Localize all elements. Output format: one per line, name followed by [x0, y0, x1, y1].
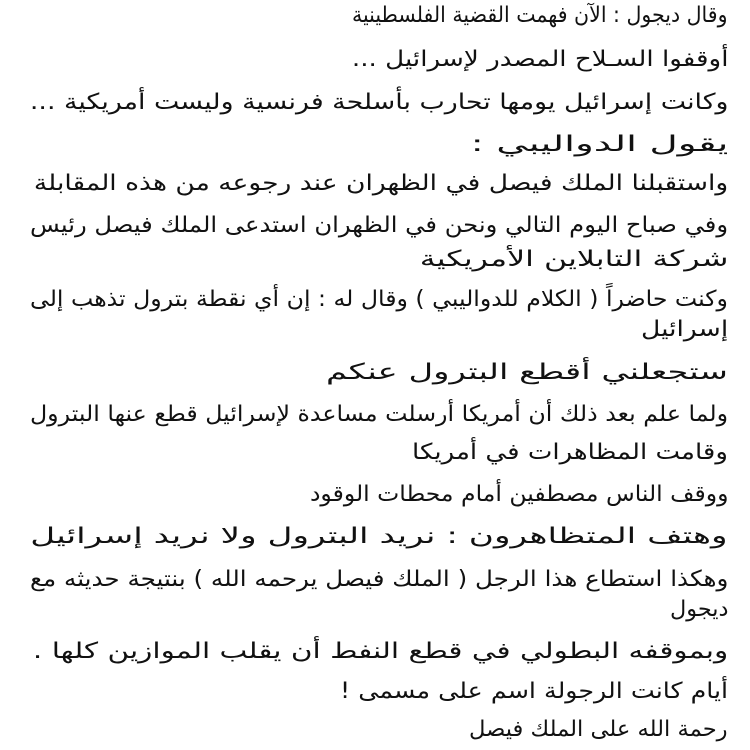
text-line-15: وهكذا استطاع هذا الرجل ( الملك فيصل يرحمه الله ) بنتيجة حديثه مع: [29, 567, 728, 592]
text-line-7: شركة التابلاين الأمريكية: [419, 247, 728, 272]
text-line-19: رحمة الله على الملك فيصل: [469, 717, 728, 742]
text-line-18: أيام كانت الرجولة اسم على مسمى !: [339, 679, 728, 704]
text-line-6: وفي صباح اليوم التالي ونحن في الظهران استدعى الملك فيصل رئيس: [29, 213, 728, 238]
text-line-1: وقال ديجول : الآن فهمت القضية الفلسطينية: [352, 3, 728, 28]
text-line-12: وقامت المظاهرات في أمريكا: [412, 440, 728, 465]
text-line-5: واستقبلنا الملك فيصل في الظهران عند رجوعه من هذه المقابلة: [33, 171, 728, 196]
text-line-17: وبموقفه البطولي في قطع النفط أن يقلب الموازين كلها .: [32, 639, 728, 664]
text-line-3: وكانت إسرائيل يومها تحارب بأسلحة فرنسية وليست أمريكية ...: [29, 90, 728, 115]
text-line-14: وهتف المتظاهرون : نريد البترول ولا نريد إسرائيل: [30, 524, 728, 549]
text-line-2: أوقفوا السـلاح المصدر لإسرائيل ...: [351, 47, 728, 72]
text-line-13: ووقف الناس مصطفين أمام محطات الوقود: [309, 482, 728, 507]
text-line-10: ستجعلني أقطع البترول عنكم: [326, 360, 728, 385]
text-line-16: ديجول: [669, 597, 728, 622]
text-line-4: يقول الدواليبي :: [470, 132, 728, 157]
text-line-9: إسرائيل: [640, 317, 728, 342]
text-line-11: ولما علم بعد ذلك أن أمريكا أرسلت مساعدة لإسرائيل قطع عنها البترول: [29, 402, 728, 427]
text-line-8: وكنت حاضراً ( الكلام للدواليبي ) وقال له : إن أي نقطة بترول تذهب إلى: [30, 287, 728, 312]
